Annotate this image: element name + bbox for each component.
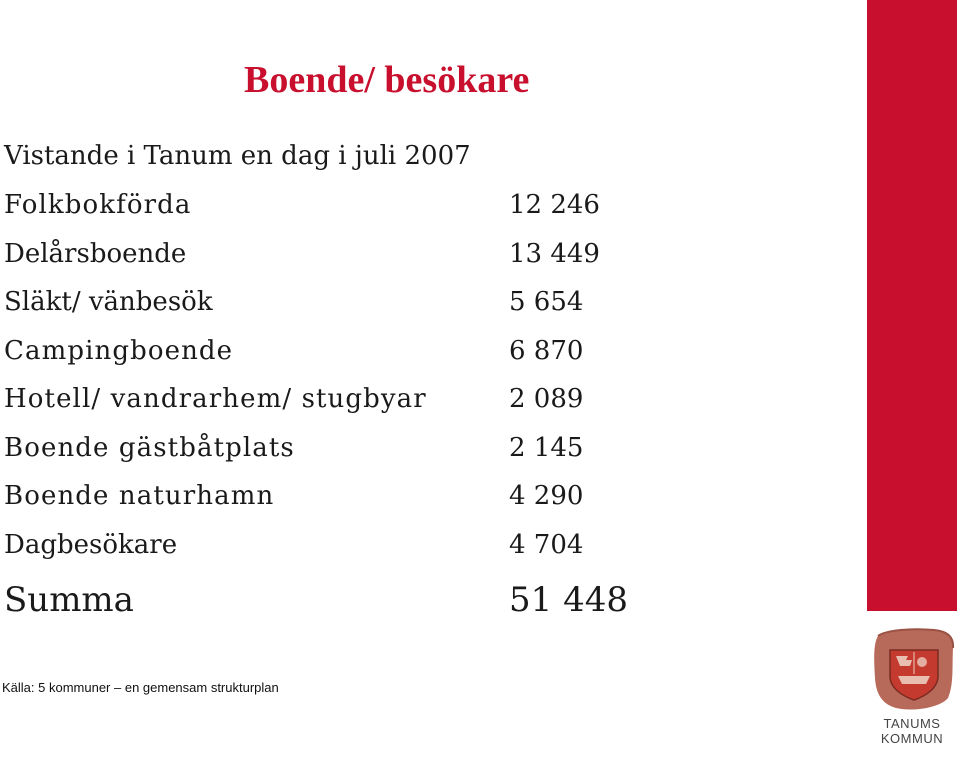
stats-row-slakt-vanbesok bbox=[4, 287, 644, 336]
accent-bar bbox=[867, 0, 957, 611]
stats-row-gastbatplats bbox=[4, 433, 644, 482]
row-value: 4 704 bbox=[509, 529, 584, 560]
row-value: 2 145 bbox=[509, 432, 584, 463]
sum-row bbox=[4, 580, 644, 630]
stats-list bbox=[4, 190, 644, 578]
logo-text-line1: TANUMS bbox=[883, 716, 941, 731]
row-label: Boende naturhamn bbox=[4, 481, 275, 511]
sum-value: 51 448 bbox=[509, 580, 628, 620]
row-value: 6 870 bbox=[509, 335, 584, 366]
tanum-logo bbox=[866, 622, 958, 754]
row-value: 12 246 bbox=[509, 190, 600, 220]
row-label: Hotell/ vandrarhem/ stugbyar bbox=[4, 384, 427, 414]
subtitle: Vistande i Tanum en dag i juli 2007 bbox=[4, 141, 471, 171]
sum-label: Summa bbox=[4, 580, 134, 620]
row-value: 5 654 bbox=[509, 287, 584, 317]
stats-row-hotell bbox=[4, 384, 644, 433]
row-label: Delårsboende bbox=[4, 238, 187, 269]
row-value: 2 089 bbox=[509, 384, 584, 414]
stats-row-delarsboende bbox=[4, 239, 644, 288]
row-label: Folkbokförda bbox=[4, 190, 192, 220]
slide-title: Boende/ besökare bbox=[244, 59, 530, 101]
logo-text-line2: KOMMUN bbox=[880, 731, 944, 746]
row-value: 4 290 bbox=[509, 481, 584, 511]
stats-row-naturhamn bbox=[4, 481, 644, 530]
tanum-coat-of-arms-icon bbox=[872, 626, 956, 712]
stats-row-folkbokforda bbox=[4, 190, 644, 239]
row-label: Släkt/ vänbesök bbox=[4, 287, 213, 317]
stats-row-campingboende bbox=[4, 336, 644, 385]
row-label: Campingboende bbox=[4, 335, 234, 366]
row-value: 13 449 bbox=[509, 238, 600, 269]
stats-row-dagbesokare bbox=[4, 530, 644, 579]
row-label: Boende gästbåtplats bbox=[4, 432, 295, 463]
row-label: Dagbesökare bbox=[4, 529, 178, 560]
source-note: Källa: 5 kommuner – en gemensam strukturplan bbox=[2, 680, 279, 695]
